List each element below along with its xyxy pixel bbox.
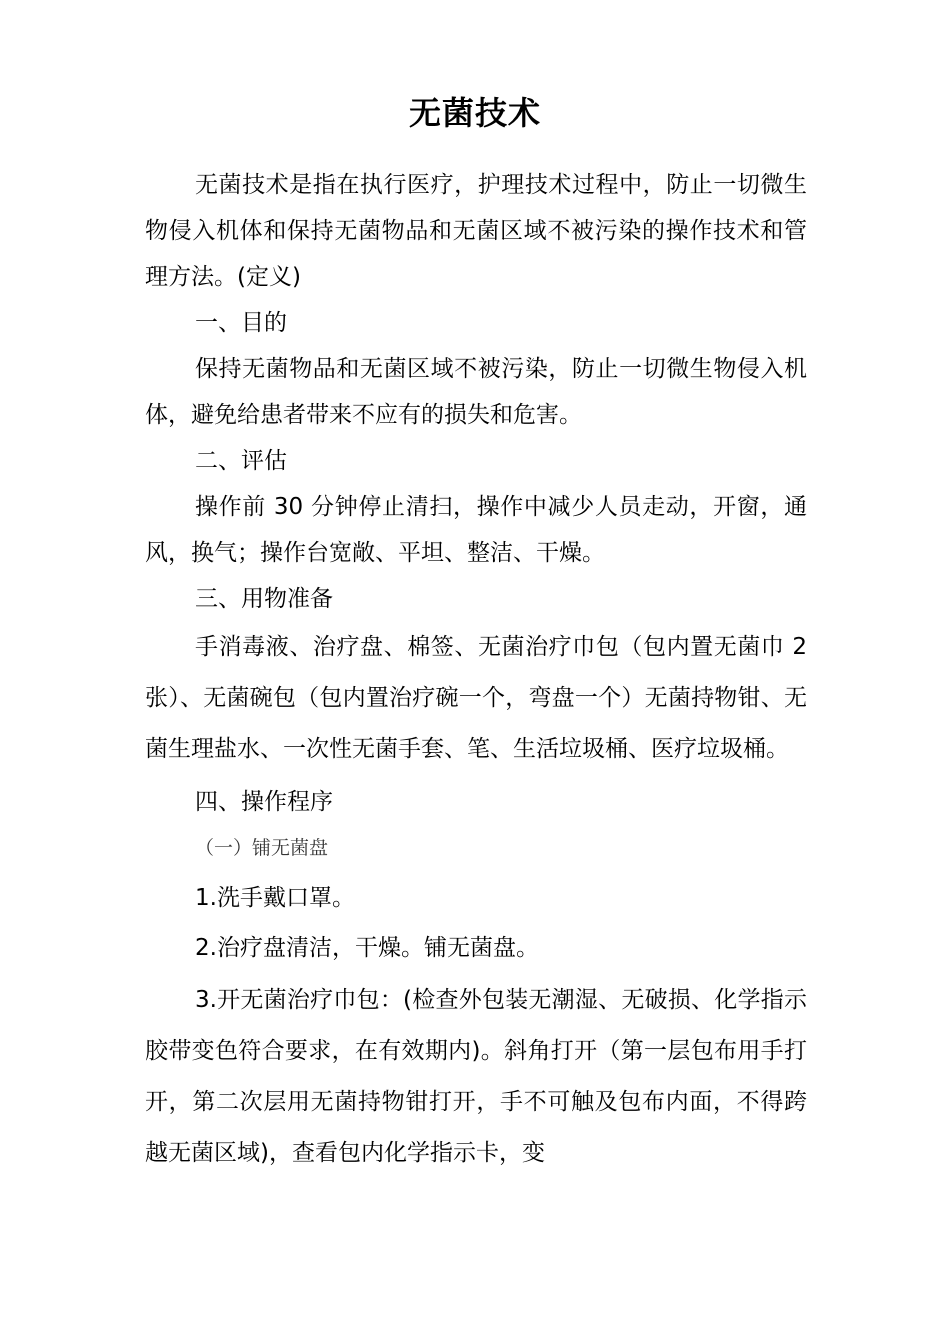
purpose-paragraph: 保持无菌物品和无菌区域不被污染，防止一切微生物侵入机体，避免给患者带来不应有的损失和危害。	[145, 356, 807, 428]
procedure-heading: 四、操作程序	[195, 789, 333, 815]
assessment-paragraph: 操作前 30 分钟停止清扫，操作中减少人员走动，开窗，通风，换气；操作台宽敞、平坦、整洁、干燥。	[145, 494, 807, 566]
assessment-heading: 二、评估	[195, 448, 287, 474]
purpose-heading: 一、目的	[195, 310, 287, 336]
supplies-paragraph: 手消毒液、治疗盘、棉签、无菌治疗巾包（包内置无菌巾 2 张）、无菌碗包（包内置治疗碗一个，弯盘一个）无菌持物钳、无菌生理盐水、一次性无菌手套、笔、生活垃圾桶、医疗垃圾桶。	[145, 634, 807, 762]
procedure-step: 2.治疗盘清洁，干燥。铺无菌盘。	[195, 935, 539, 961]
definition-paragraph: 无菌技术是指在执行医疗，护理技术过程中，防止一切微生物侵入机体和保持无菌物品和无菌区域不被污染的操作技术和管理方法。(定义)	[145, 172, 807, 290]
procedure-step: 3.开无菌治疗巾包：(检查外包装无潮湿、无破损、化学指示胶带变色符合要求，在有效期内)。斜角打开（第一层包布用手打开，第二次层用无菌持物钳打开，手不可触及包布内面，不得跨越无菌区域)，查看包内化学指示卡，变	[145, 987, 807, 1166]
procedure-subheading: （一）铺无菌盘	[195, 837, 329, 859]
document-body	[145, 162, 807, 1179]
supplies-heading: 三、用物准备	[195, 586, 333, 612]
document-title: 无菌技术	[408, 94, 541, 132]
procedure-step: 1.洗手戴口罩。	[195, 885, 355, 911]
